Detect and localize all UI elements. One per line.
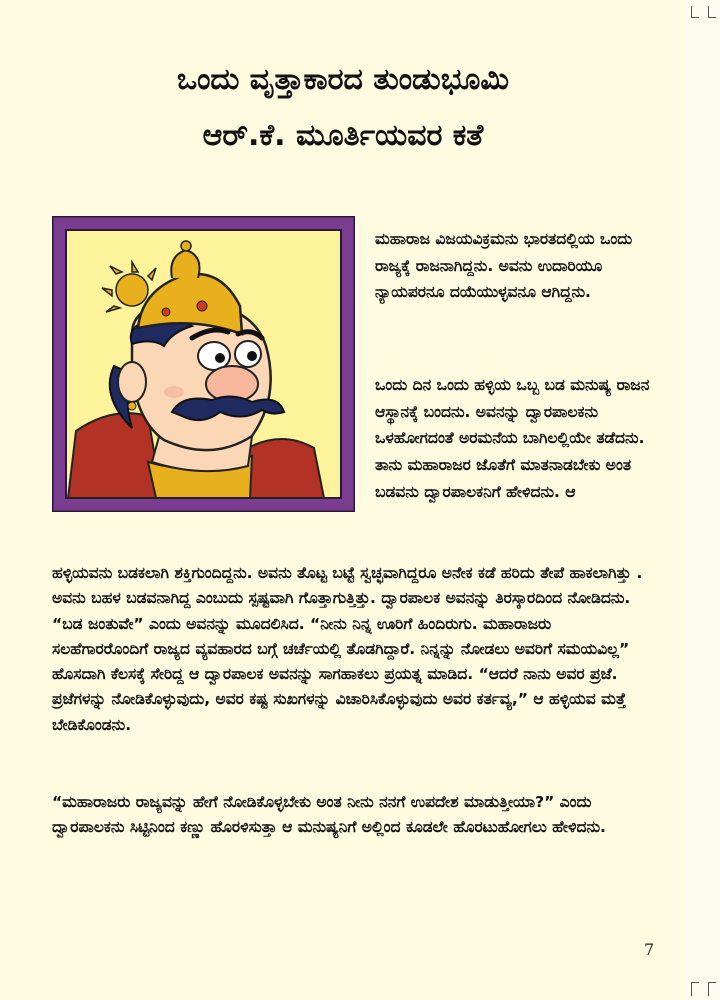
story-subtitle: ಆರ್.ಕೆ. ಮೂರ್ತಿಯವರ ಕತೆ [202,118,484,153]
story-title: ಒಂದು ವೃತ್ತಾಕಾರದ ತುಂಡುಭೂಮಿ [176,62,510,97]
paragraph-gatekeeper-dismissal: “ಮಹಾರಾಜರು ರಾಜ್ಯವನ್ನು ಹೇಗೆ ನೋಡಿಕೊಳ್ಳಬೇಕು ಅಂತ ನೀನು ನನಗೆ ಉಪದೇಶ ಮಾಡುತ್ತೀಯಾ?” ಎಂದು ದ್ವಾರಪಾಲಕನು ಸಿಟ್ಟಿನಿಂದ ಕಣ್ಣು ಹೊರಳಿಸುತ್ತಾ ಆ ಮನುಷ್ಯನಿಗೆ ಅಲ್ಲಿಂದ ಕೂಡಲೇ ಹೊರಟುಹೋಗಲು ಹೇಳಿದನು. [52,793,606,837]
paragraph-intro: ಮಹಾರಾಜ ವಿಜಯವಿಕ್ರಮನು ಭಾರತದಲ್ಲಿಯ ಒಂದು ರಾಜ್ಯಕ್ಕೆ ರಾಜನಾಗಿದ್ದನು. ಅವನು ಉದಾರಿಯೂ ನ್ಯಾಯಪರನೂ ದಯೆಯುಳ್ಳವನೂ ಆಗಿದ್ದನು. [375,230,633,302]
page-margin-strip [686,0,720,1000]
paragraph-villager-arrives: ಒಂದು ದಿನ ಒಂದು ಹಳ್ಳಿಯ ಒಬ್ಬ ಬಡ ಮನುಷ್ಯ ರಾಜನ ಆಸ್ಥಾನಕ್ಕೆ ಬಂದನು. ಅವನನ್ನು ದ್ವಾರಪಾಲಕನು ಒಳಹೋಗದಂತೆ ಅರಮನೆಯ ಬಾಗಿಲಲ್ಲಿಯೇ ತಡೆದನು. ತಾನು ಮಹಾರಾಜರ ಜೊತೆಗೆ ಮಾತನಾಡಬೇಕು ಅಂತ ಬಡವನು ದ್ವಾರಪಾಲಕನಿಗೆ ಹೇಳಿದನು. ಆ [375,376,650,501]
page-number: 7 [644,940,655,959]
king-portrait-illustration [52,216,355,512]
paragraph-gatekeeper-dialogue: ಹಳ್ಳಿಯವನು ಬಡಕಲಾಗಿ ಶಕ್ತಿಗುಂದಿದ್ದನು. ಅವನು ತೊಟ್ಟ ಬಟ್ಟೆ ಸ್ವಚ್ಛವಾಗಿದ್ದರೂ ಅನೇಕ ಕಡೆ ಹರಿದು ತೇಪೆ ಹಾಕಲಾಗಿತ್ತು . ಅವನು ಬಹಳ ಬಡವನಾಗಿದ್ದ ಎಂಬುದು ಸ್ಪಷ್ಟವಾಗಿ ಗೊತ್ತಾಗುತ್ತಿತ್ತು. ದ್ವಾರಪಾಲಕ ಅವನನ್ನು ತಿರಸ್ಕಾರದಿಂದ ನೋಡಿದನು. “ಬಡ ಜಂತುವೇ” ಎಂದು ಅವನನ್ನು ಮೂದಲಿಸಿದ. “ನೀನು ನಿನ್ನ ಊರಿಗೆ ಹಿಂದಿರುಗು. ಮಹಾರಾಜರು ಸಲಹೆಗಾರರೊಂದಿಗೆ ರಾಜ್ಯದ ವ್ಯವಹಾರದ ಬಗ್ಗೆ ಚರ್ಚೆಯಲ್ಲಿ ತೊಡಗಿದ್ದಾರೆ. ನಿನ್ನನ್ನು ನೋಡಲು ಅವರಿಗೆ ಸಮಯವಿಲ್ಲ” ಹೊಸದಾಗಿ ಕೆಲಸಕ್ಕೆ ಸೇರಿದ್ದ ಆ ದ್ವಾರಪಾಲಕ ಅವನನ್ನು ಸಾಗಹಾಕಲು ಪ್ರಯತ್ನ ಮಾಡಿದ. “ಆದರೆ ನಾನು ಅವರ ಪ್ರಜೆ. ಪ್ರಜೆಗಳನ್ನು ನೋಡಿಕೊಳ್ಳುವುದು, ಅವರ ಕಷ್ಟ ಸುಖಗಳನ್ನು ವಿಚಾರಿಸಿಕೊಳ್ಳುವುದು ಅವರ ಕರ್ತವ್ಯ,” ಆ ಹಳ್ಳಿಯವ ಮತ್ತೆ ಬೇಡಿಕೊಂಡನು. [52,564,643,734]
